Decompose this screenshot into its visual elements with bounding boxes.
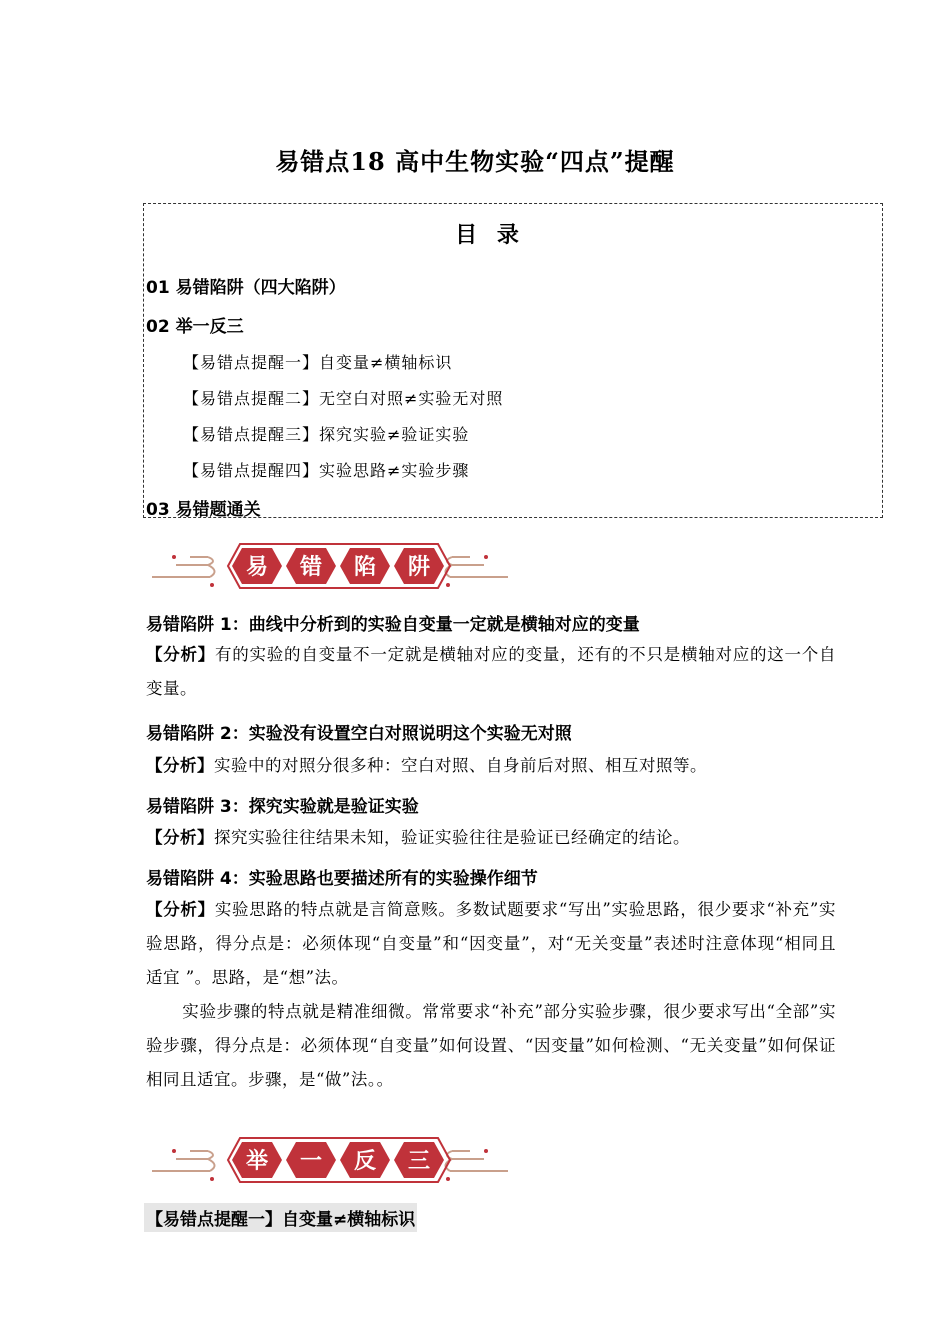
svg-text:举: 举 (245, 1149, 269, 1174)
analysis-label: 【分析】 (146, 756, 214, 775)
toc-item-reminder-3[interactable]: 【易错点提醒三】探究实验≠验证实验 (183, 425, 470, 444)
trap-1-analysis (146, 638, 836, 706)
svg-text:阱: 阱 (407, 555, 431, 580)
hex-tile (286, 548, 336, 584)
trap-3-title: 易错陷阱 3：探究实验就是验证实验 (146, 797, 419, 817)
svg-text:陷: 陷 (353, 555, 377, 580)
trap-2-title: 易错陷阱 2：实验没有设置空白对照说明这个实验无对照 (146, 724, 572, 744)
toc-heading: 目 录 (455, 223, 525, 248)
svg-text:易: 易 (245, 555, 269, 580)
hex-tile (394, 1142, 444, 1178)
svg-text:反: 反 (353, 1149, 377, 1174)
analysis-text: 实验中的对照分很多种：空白对照、自身前后对照、相互对照等。 (214, 756, 707, 775)
toc-section-examples[interactable]: 02 举一反三 (146, 317, 244, 337)
analysis-text: 实验思路的特点就是言简意赅。多数试题要求“写出”实验思路，很少要求“补充”实验思路，得分点是：必须体现“自变量”和“因变量”，对“无关变量”表述时注意体现“相同且适宜 ”。思路，是“想”法。 (146, 900, 836, 987)
toc-item-reminder-2[interactable]: 【易错点提醒二】无空白对照≠实验无对照 (183, 389, 504, 408)
hex-tile (340, 548, 390, 584)
traps-banner (150, 535, 510, 597)
trap-1-title: 易错陷阱 1：曲线中分析到的实验自变量一定就是横轴对应的变量 (146, 615, 640, 635)
svg-text:一: 一 (299, 1149, 323, 1174)
toc-section-exercises[interactable]: 03 易错题通关 (146, 500, 261, 520)
reminder-1-heading: 【易错点提醒一】自变量≠横轴标识 (144, 1203, 417, 1232)
toc-item-reminder-4[interactable]: 【易错点提醒四】实验思路≠实验步骤 (183, 461, 470, 480)
banner-left-ornament (152, 1149, 215, 1181)
banner-left-ornament (152, 555, 215, 587)
hex-tile (232, 548, 282, 584)
analysis-text: 探究实验往往结果未知，验证实验往往是验证已经确定的结论。 (214, 828, 690, 847)
hex-tile (286, 1142, 336, 1178)
analysis-label: 【分析】 (146, 900, 215, 919)
trap-2-analysis (146, 749, 836, 783)
trap-4-title: 易错陷阱 4：实验思路也要描述所有的实验操作细节 (146, 869, 538, 889)
toc-section-traps[interactable]: 01 易错陷阱（四大陷阱） (146, 278, 346, 298)
trap-4-analysis (146, 893, 836, 995)
trap-3-analysis (146, 821, 836, 855)
examples-banner (150, 1129, 510, 1191)
analysis-text: 有的实验的自变量不一定就是横轴对应的变量，还有的不只是横轴对应的这一个自变量。 (146, 645, 837, 698)
analysis-label: 【分析】 (146, 828, 214, 847)
hex-group (228, 1138, 450, 1182)
hex-tile (232, 1142, 282, 1178)
document-title: 易错点18 高中生物实验“四点”提醒 (275, 147, 675, 176)
banner-right-ornament (445, 555, 508, 587)
hex-group (228, 544, 450, 588)
toc-item-reminder-1[interactable]: 【易错点提醒一】自变量≠横轴标识 (183, 353, 453, 372)
banner-right-ornament (445, 1149, 508, 1181)
analysis-label: 【分析】 (146, 645, 216, 664)
hex-tile (394, 548, 444, 584)
hex-tile (340, 1142, 390, 1178)
trap-4-analysis-continued: 实验步骤的特点就是精准细微。常常要求“补充”部分实验步骤，很少要求写出“全部”实验步骤，得分点是：必须体现“自变量”如何设置、“因变量”如何检测、“无关变量”如何保证相同且适宜。步骤，是“做”法。。 (146, 1002, 836, 1089)
svg-text:三: 三 (407, 1149, 431, 1174)
svg-text:错: 错 (299, 555, 323, 580)
